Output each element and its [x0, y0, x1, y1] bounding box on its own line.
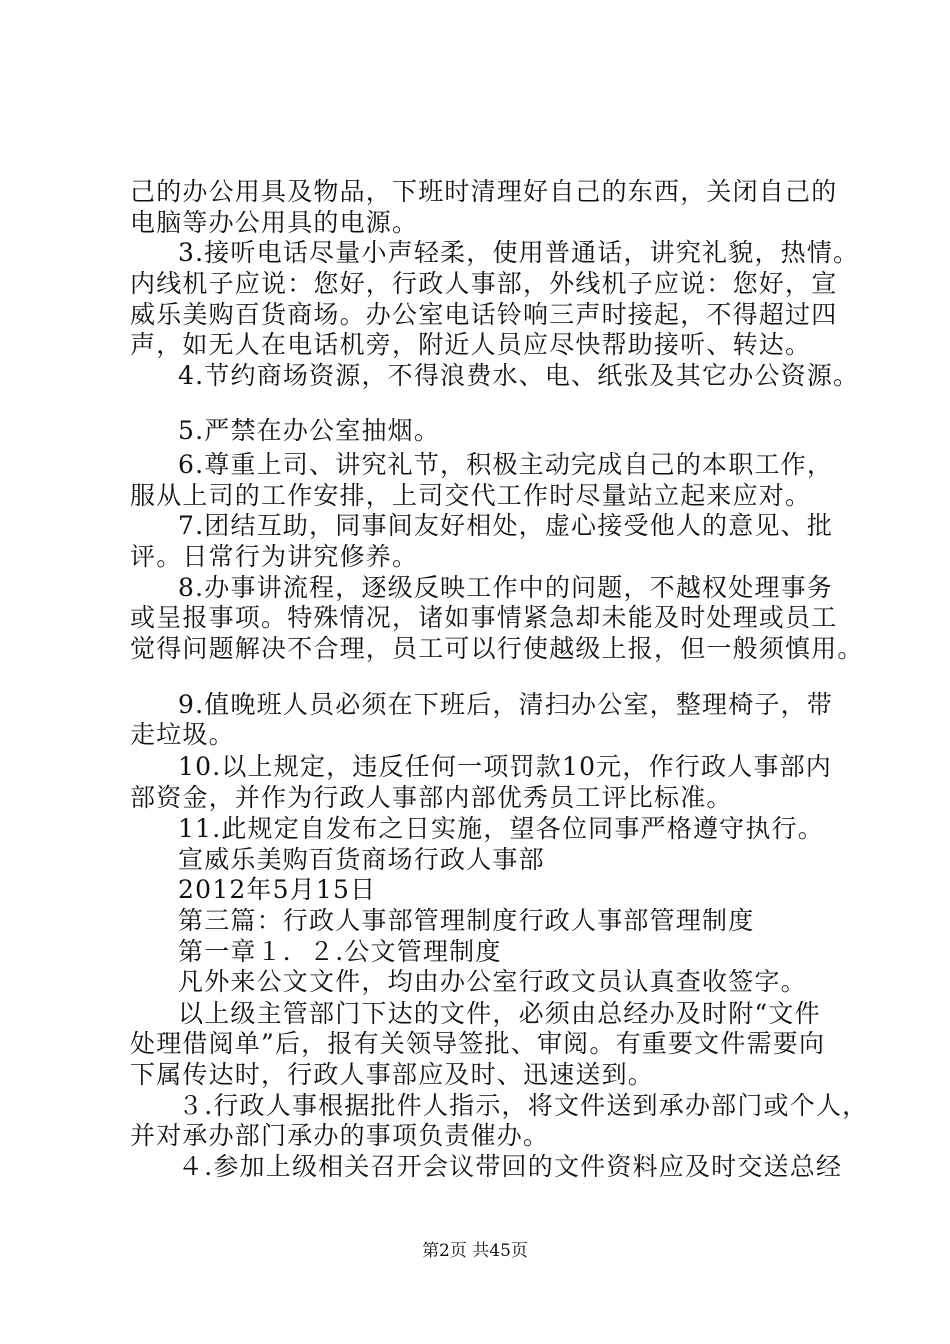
text-line: 6.尊重上司、讲究礼节，积极主动完成自己的本职工作，	[178, 450, 834, 479]
text-line: 凡外来公文文件，均由办公室行政文员认真查收签字。	[178, 967, 807, 996]
text-line: 第一章１．２.公文管理制度	[178, 937, 502, 966]
text-line: 处理借阅单”后，报有关领导签批、审阅。有重要文件需要向	[130, 1029, 826, 1058]
page-number-footer: 第2页 共45页	[422, 1241, 528, 1261]
text-line: 并对承办部门承办的事项负责催办。	[130, 1121, 550, 1150]
text-line: 或呈报事项。特殊情况，诸如事情紧急却未能及时处理或员工	[130, 603, 838, 632]
text-line: 11.此规定自发布之日实施，望各位同事严格遵守执行。	[178, 814, 824, 843]
text-line: 9.值晚班人员必须在下班后，清扫办公室，整理椅子，带	[178, 690, 834, 719]
text-line: 声，如无人在电话机旁，附近人员应尽快帮助接听、转达。	[130, 330, 812, 359]
text-line: 以上级主管部门下达的文件，必须由总经办及时附“文件	[178, 999, 821, 1028]
text-line: 觉得问题解决不合理，员工可以行使越级上报，但一般须慎用。	[130, 634, 864, 663]
text-line: 部资金，并作为行政人事部内部优秀员工评比标准。	[130, 783, 733, 812]
text-line: 8.办事讲流程，逐级反映工作中的问题，不越权处理事务	[178, 573, 834, 602]
text-line: 内线机子应说：您好，行政人事部，外线机子应说：您好，宣	[130, 269, 838, 298]
text-line: 服从上司的工作安排，上司交代工作时尽量站立起来应对。	[130, 481, 812, 510]
text-line: 评。日常行为讲究修养。	[130, 542, 419, 571]
text-line: 电脑等办公用具的电源。	[130, 208, 419, 237]
text-line: 走垃圾。	[130, 720, 235, 749]
text-line: ４.参加上级相关召开会议带回的文件资料应及时交送总经	[178, 1152, 843, 1181]
text-line: ３.行政人事根据批件人指示，将文件送到承办部门或个人，	[178, 1091, 869, 1120]
text-line: 4.节约商场资源，不得浪费水、电、纸张及其它办公资源。	[178, 361, 860, 390]
text-line: 3.接听电话尽量小声轻柔，使用普通话，讲究礼貌，热情。	[178, 238, 860, 267]
text-line: 7.团结互助，同事间友好相处，虚心接受他人的意见、批	[178, 511, 834, 540]
text-line: 威乐美购百货商场。办公室电话铃响三声时接起，不得超过四	[130, 300, 838, 329]
text-line: 己的办公用具及物品，下班时清理好自己的东西，关闭自己的	[130, 177, 838, 206]
text-line: 2012年5月15日	[178, 875, 377, 904]
text-line: 5.严禁在办公室抽烟。	[178, 416, 441, 445]
text-line: 宣威乐美购百货商场行政人事部	[178, 845, 545, 874]
text-line: 下属传达时，行政人事部应及时、迅速送到。	[130, 1060, 655, 1089]
text-line: 10.以上规定，违反任何一项罚款10元，作行政人事部内	[178, 752, 832, 781]
text-line: 第三篇：行政人事部管理制度行政人事部管理制度	[178, 906, 755, 935]
